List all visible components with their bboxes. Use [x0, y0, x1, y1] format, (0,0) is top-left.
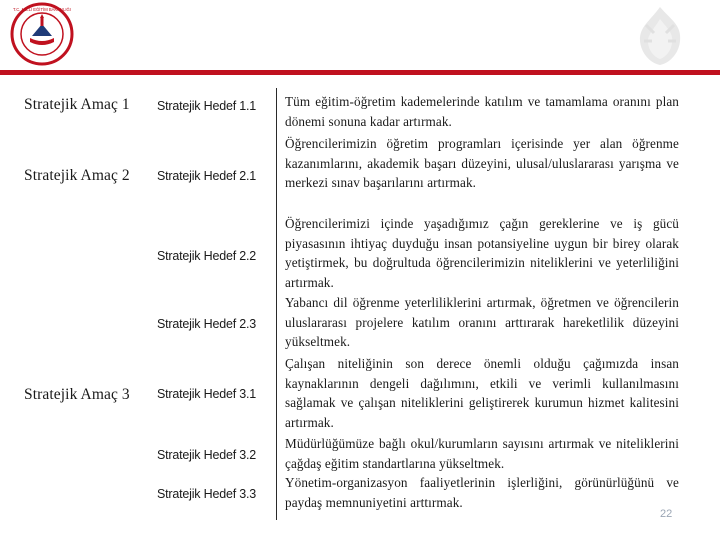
strategic-goal-label: Stratejik Hedef 2.3 — [157, 317, 257, 331]
goal-description: Çalışan niteliğinin son derece önemli olduğu çağımızda insan kaynaklarının dengeli dağılımını, etkili ve verimli kullanılmasını sağlamak ve çalışan niteliklerini geliştirerek kurumun hizmet kalitesini artırmak. — [285, 356, 679, 430]
goal-description: Müdürlüğümüze bağlı okul/kurumların sayısını artırmak ve niteliklerini çağdaş eğitim standartlarına yükseltmek. — [285, 436, 679, 471]
goal-description: Öğrencilerimizi içinde yaşadığımız çağın gereklerine ve iş gücü piyasasının ihtiyaç duyduğu insan potansiyeline uygun bir birey olarak yetiştirmek, bu doğrultuda öğrencilerimizin niteliklerini ve yeterliliğini artırmak. — [285, 216, 679, 290]
logo-lettering: T.C. MİLLİ EĞİTİM BAKANLIĞI — [13, 7, 71, 12]
header-accent-line — [0, 70, 720, 75]
slide-header — [0, 0, 720, 75]
strategic-aim-label: Stratejik Amaç 3 — [24, 386, 130, 403]
strategic-goal-label: Stratejik Hedef 3.3 — [157, 487, 257, 501]
goal-description: Tüm eğitim-öğretim kademelerinde katılım ve tamamlama oranını plan dönemi sonuna kadar artırmak. — [285, 94, 679, 129]
goal-description: Öğrencilerimizin öğretim programları içerisinde yer alan öğrenme kazanımlarını, akademik başarı düzeyini, ulusal/uluslararası yarışma ve merkezi sınav başarılarını artırmak. — [285, 136, 679, 190]
strategic-aim-label: Stratejik Amaç 1 — [24, 96, 130, 113]
strategic-goal-label: Stratejik Hedef 3.2 — [157, 448, 257, 462]
column-divider — [276, 88, 277, 520]
strategic-goal-label: Stratejik Hedef 2.1 — [157, 169, 257, 183]
page-number: 22 — [660, 508, 673, 520]
goal-description: Yabancı dil öğrenme yeterliliklerini artırmak, öğretmen ve öğrencilerin uluslararası projelere katılım oranını arttırarak hareketlilik düzeyini yükseltmek. — [285, 295, 679, 349]
goal-description: Yönetim-organizasyon faaliyetlerinin işlerliğini, görünürlüğünü ve paydaş memnuniyetini arttırmak. — [285, 475, 679, 510]
flame-logo-icon — [624, 5, 696, 67]
strategic-goal-label: Stratejik Hedef 2.2 — [157, 249, 257, 263]
meb-logo-icon — [10, 2, 74, 66]
strategic-goal-label: Stratejik Hedef 3.1 — [157, 387, 257, 401]
strategic-goal-label: Stratejik Hedef 1.1 — [157, 99, 257, 113]
strategic-aim-label: Stratejik Amaç 2 — [24, 167, 130, 184]
